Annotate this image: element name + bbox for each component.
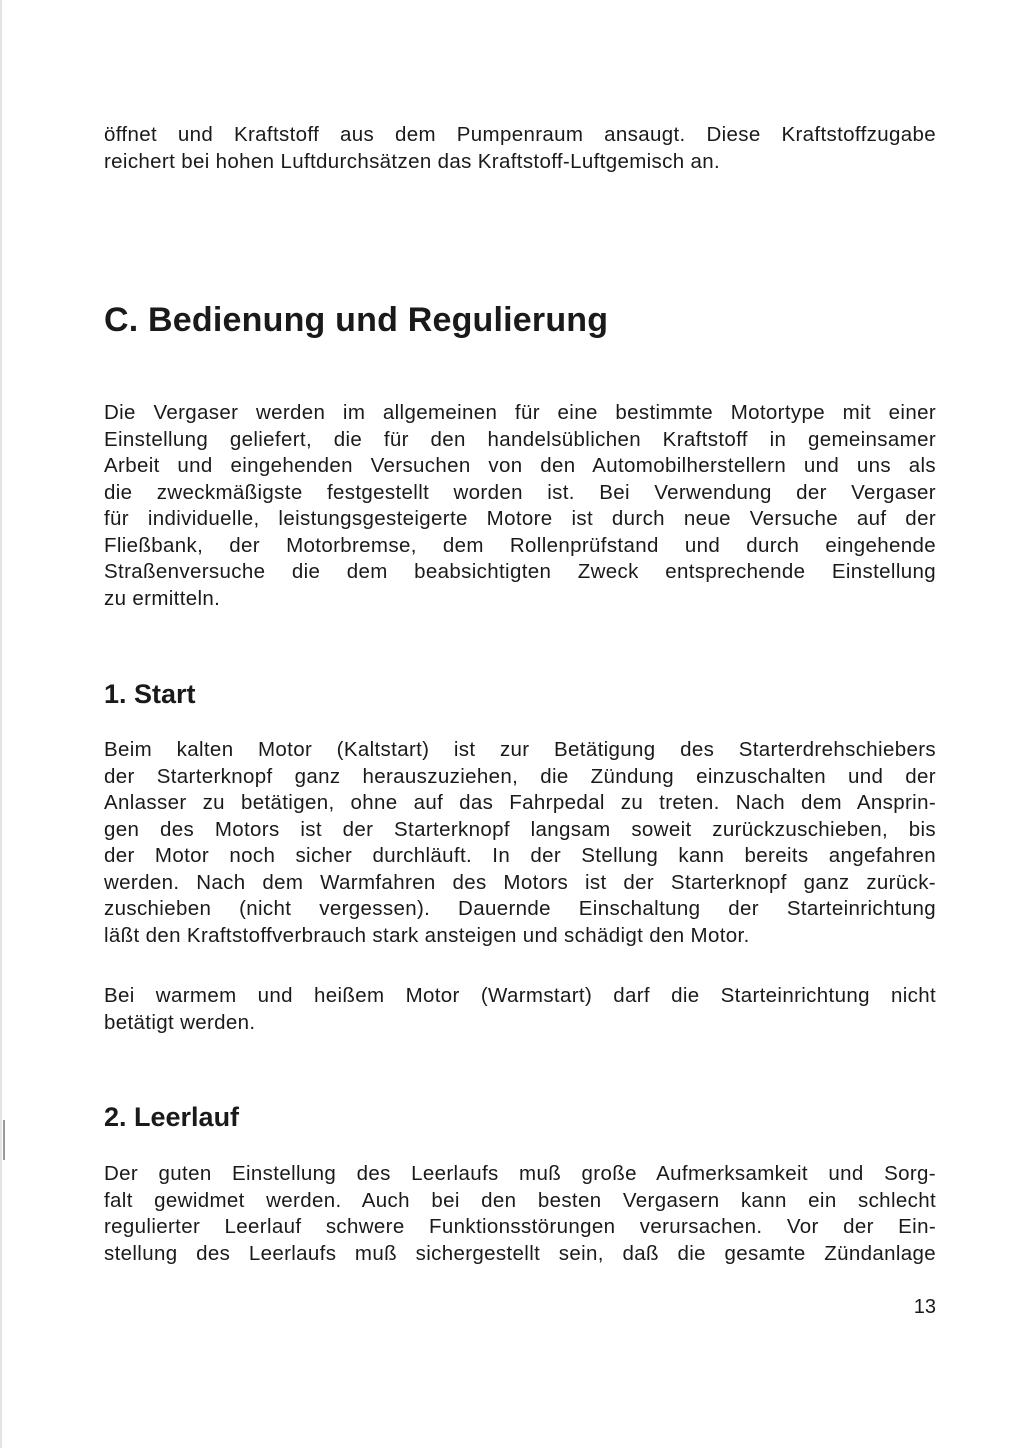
text-line: Anlasser zu betätigen, ohne auf das Fahrpedal zu treten. Nach dem Ansprin- [104, 791, 936, 814]
page-edge [0, 0, 2, 1448]
intro-paragraph [104, 122, 936, 175]
text-line: für individuelle, leistungsgesteigerte Motore ist durch neue Versuche auf der [104, 507, 936, 530]
section-c-paragraph [104, 400, 936, 612]
text-line: Arbeit und eingehenden Versuchen von den Automobilherstellern und uns als [104, 454, 936, 477]
section-heading: C. Bedienung und Regulierung [104, 301, 609, 339]
page-number: 13 [913, 1296, 936, 1318]
text-line: falt gewidmet werden. Auch bei den besten Vergasern kann ein schlecht [104, 1188, 936, 1212]
start-paragraph-1 [104, 737, 936, 949]
text-line: gen des Motors ist der Starterknopf langsam soweit zurückzuschieben, bis [104, 817, 936, 841]
subsection-heading: 1. Start [104, 679, 196, 709]
text-line: regulierter Leerlauf schwere Funktionsstörungen verursachen. Vor der Ein- [104, 1215, 936, 1238]
text-line: Straßenversuche die dem beabsichtigten Zweck entsprechende Einstellung [104, 560, 936, 583]
text-line: reichert bei hohen Luftdurchsätzen das Kraftstoff-Luftgemisch an. [104, 149, 721, 173]
text-line: Fließbank, der Motorbremse, dem Rollenprüfstand und durch eingehende [104, 533, 936, 557]
text-line: zuschieben (nicht vergessen). Dauernde Einschaltung der Starteinrichtung [104, 897, 936, 920]
text-line: Bei warmem und heißem Motor (Warmstart) darf die Starteinrichtung nicht [104, 984, 936, 1007]
text-line: zu ermitteln. [104, 586, 221, 610]
binding-mark [3, 1120, 5, 1160]
leerlauf-paragraph [104, 1161, 936, 1267]
text-line: werden. Nach dem Warmfahren des Motors ist der Starterknopf ganz zurück- [104, 870, 936, 894]
text-line: betätigt werden. [104, 1010, 256, 1034]
text-line: Einstellung geliefert, die für den handelsüblichen Kraftstoff in gemeinsamer [104, 427, 936, 451]
start-paragraph-2 [104, 983, 936, 1036]
text-line: die zweckmäßigste festgestellt worden ist. Bei Verwendung der Vergaser [104, 480, 936, 504]
text-line: stellung des Leerlaufs muß sichergestellt sein, daß die gesamte Zündanlage [104, 1241, 936, 1265]
text-line: der Starterknopf ganz herauszuziehen, die Zündung einzuschalten und der [104, 764, 936, 788]
text-line: Die Vergaser werden im allgemeinen für eine bestimmte Motortype mit einer [104, 401, 936, 424]
subsection-heading: 2. Leerlauf [104, 1102, 240, 1132]
text-line: Der guten Einstellung des Leerlaufs muß große Aufmerksamkeit und Sorg- [104, 1162, 936, 1185]
text-line: der Motor noch sicher durchläuft. In der Stellung kann bereits angefahren [104, 844, 936, 867]
text-line: läßt den Kraftstoffverbrauch stark ansteigen und schädigt den Motor. [104, 923, 750, 947]
text-line: öffnet und Kraftstoff aus dem Pumpenraum ansaugt. Diese Kraftstoffzugabe [104, 123, 936, 146]
text-line: Beim kalten Motor (Kaltstart) ist zur Betätigung des Starterdrehschiebers [104, 738, 936, 761]
